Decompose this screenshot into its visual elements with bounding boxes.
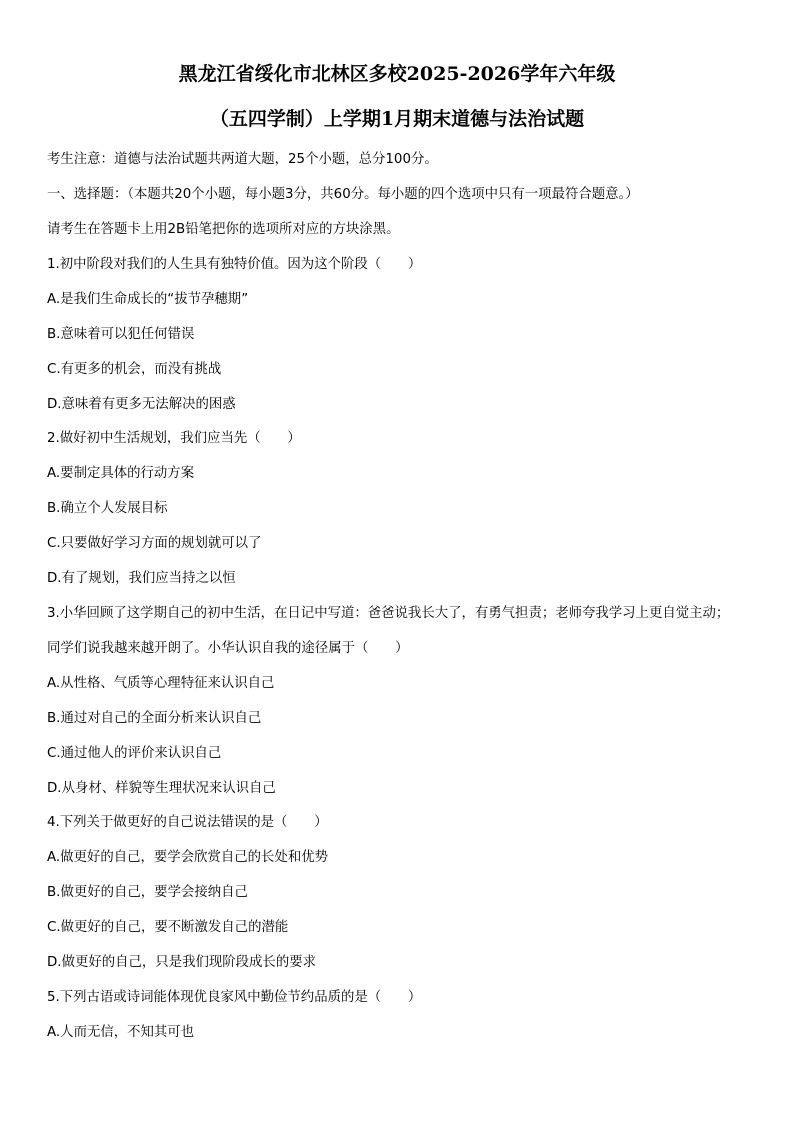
question-option: A.是我们生命成长的“拔节孕穗期” [47,292,249,307]
section-heading: 一、选择题：（本题共20个小题，每小题3分，共60分。每小题的四个选项中只有一项最符合题意。） [47,187,639,202]
question-stem: 1.初中阶段对我们的人生具有独特价值。因为这个阶段（ ） [47,257,422,272]
question-stem: 4.下列关于做更好的自己说法错误的是（ ） [47,815,328,830]
exam-title-line-1: 黑龙江省绥化市北林区多校2025-2026学年六年级 [178,63,616,85]
question-option: A.人而无信，不知其可也 [47,1025,195,1040]
question-option: C.只要做好学习方面的规划就可以了 [47,536,262,551]
question-option: D.意味着有更多无法解决的困惑 [47,397,236,412]
question-option: B.通过对自己的全面分析来认识自己 [47,711,262,726]
question-option: B.意味着可以犯任何错误 [47,327,195,342]
question-stem-continued: 同学们说我越来越开朗了。小华认识自我的途径属于（ ） [47,641,409,656]
question-option: C.有更多的机会，而没有挑战 [47,362,222,377]
exam-notice: 考生注意：道德与法治试题共两道大题，25个小题，总分100分。 [47,152,438,167]
answer-instruction: 请考生在答题卡上用2B铅笔把你的选项所对应的方块涂黑。 [47,222,400,237]
question-option: A.从性格、气质等心理特征来认识自己 [47,676,275,691]
question-stem: 3.小华回顾了这学期自己的初中生活，在日记中写道：爸爸说我长大了，有勇气担责；老师夸我学习上更自觉主动； [47,606,730,621]
question-option: D.做更好的自己，只是我们现阶段成长的要求 [47,955,316,970]
question-option: A.要制定具体的行动方案 [47,466,195,481]
question-option: D.有了规划，我们应当持之以恒 [47,571,236,586]
exam-title-line-2: （五四学制）上学期1月期末道德与法治试题 [209,108,585,130]
question-stem: 5.下列古语或诗词能体现优良家风中勤俭节约品质的是（ ） [47,990,422,1005]
question-stem: 2.做好初中生活规划，我们应当先（ ） [47,431,301,446]
question-option: C.做更好的自己，要不断激发自己的潜能 [47,920,289,935]
question-option: A.做更好的自己，要学会欣赏自己的长处和优势 [47,850,328,865]
question-option: D.从身材、样貌等生理状况来认识自己 [47,781,276,796]
question-option: B.做更好的自己，要学会接纳自己 [47,885,248,900]
question-option: C.通过他人的评价来认识自己 [47,746,222,761]
question-option: B.确立个人发展目标 [47,501,168,516]
